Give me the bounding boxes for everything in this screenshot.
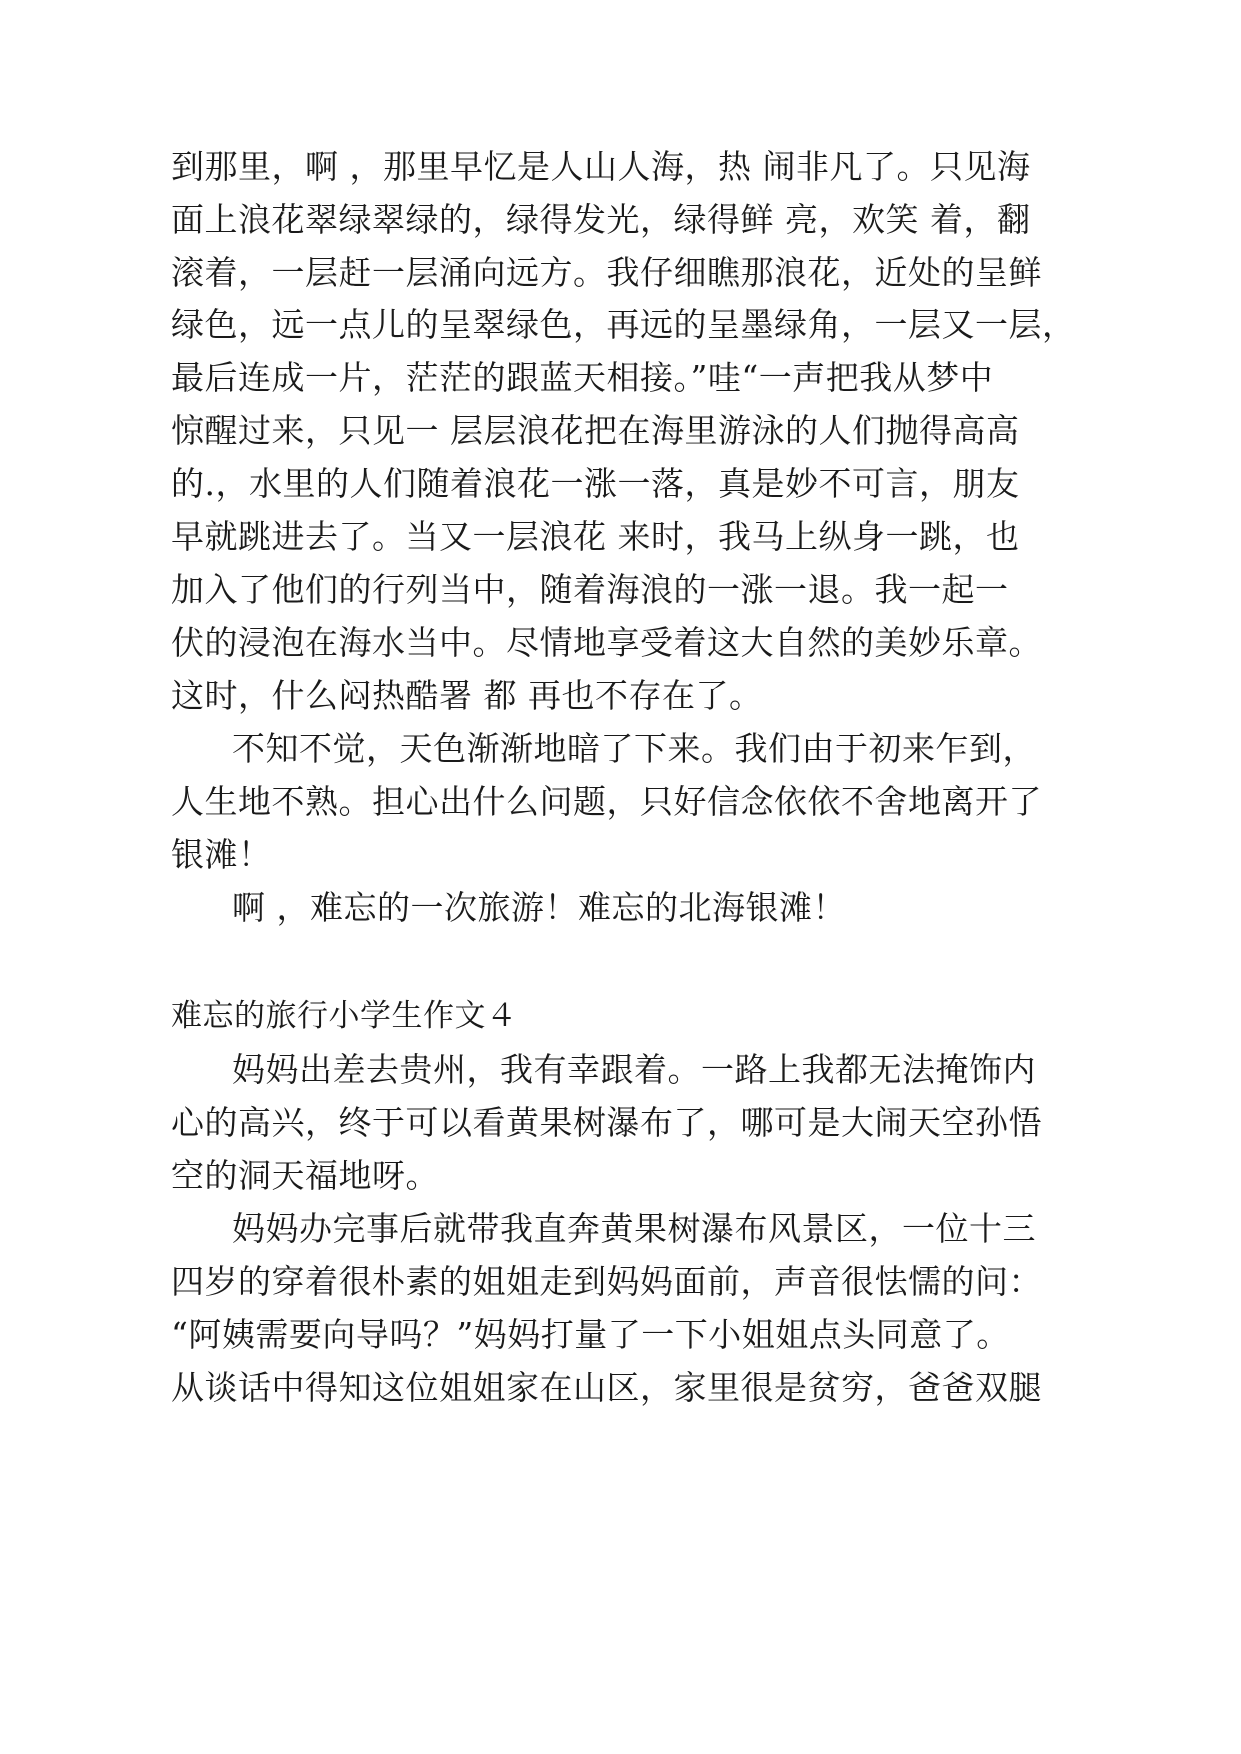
section-heading: 难忘的旅行小学生作文４ <box>171 998 518 1034</box>
text-line: 面上浪花翠绿翠绿的，绿得发光，绿得鲜 亮，欢笑 着，翻 <box>171 200 1031 239</box>
text-line: 绿色，远一点儿的呈翠绿色，再远的呈墨绿角，一层又一层， <box>171 305 1076 344</box>
text-line: 心的高兴，终于可以看黄果树瀑布了，哪可是大闹天空孙悟 <box>171 1103 1042 1142</box>
text-line: 加入了他们的行列当中，随着海浪的一涨一退。我一起一 <box>171 570 1009 609</box>
text-line: 最后连成一片，茫茫的跟蓝天相接。”哇“一声把我从梦中 <box>171 358 994 397</box>
text-line: 滚着，一层赶一层涌向远方。我仔细瞧那浪花，近处的呈鲜 <box>171 253 1042 292</box>
text-line: 银滩！ <box>171 835 272 874</box>
text-line: 人生地不熟。担心出什么问题，只好信念依依不舍地离开了 <box>171 782 1042 821</box>
paragraph-first-line: 不知不觉，天色渐渐地暗了下来。我们由于初来乍到， <box>232 729 1036 768</box>
text-line: 到那里，啊 ，那里早忆是人山人海，热 闹非凡了。只见海 <box>171 147 1031 186</box>
text-line: 的.，水里的人们随着浪花一涨一落，真是妙不可言，朋友 <box>171 464 1020 503</box>
text-line: 四岁的穿着很朴素的姐姐走到妈妈面前，声音很怯懦的问： <box>171 1262 1042 1301</box>
paragraph-first-line: 妈妈办完事后就带我直奔黄果树瀑布风景区，一位十三 <box>232 1209 1036 1248</box>
text-line: 早就跳进去了。当又一层浪花 来时，我马上纵身一跳，也 <box>171 517 1020 556</box>
paragraph-first-line: 啊 ，难忘的一次旅游！难忘的北海银滩！ <box>232 888 846 927</box>
text-line: 这时，什么闷热酷署 都 再也不存在了。 <box>171 676 763 715</box>
text-line: “阿姨需要向导吗？”妈妈打量了一下小姐姐点头同意了。 <box>171 1315 1010 1354</box>
text-line: 从谈话中得知这位姐姐家在山区，家里很是贫穷，爸爸双腿 <box>171 1368 1042 1407</box>
text-line: 伏的浸泡在海水当中。尽情地享受着这大自然的美妙乐章。 <box>171 623 1042 662</box>
paragraph-first-line: 妈妈出差去贵州，我有幸跟着。一路上我都无法掩饰内 <box>232 1050 1036 1089</box>
text-line: 空的洞天福地呀。 <box>171 1156 439 1195</box>
text-line: 惊醒过来，只见一 层层浪花把在海里游泳的人们抛得高高 <box>171 411 1020 450</box>
